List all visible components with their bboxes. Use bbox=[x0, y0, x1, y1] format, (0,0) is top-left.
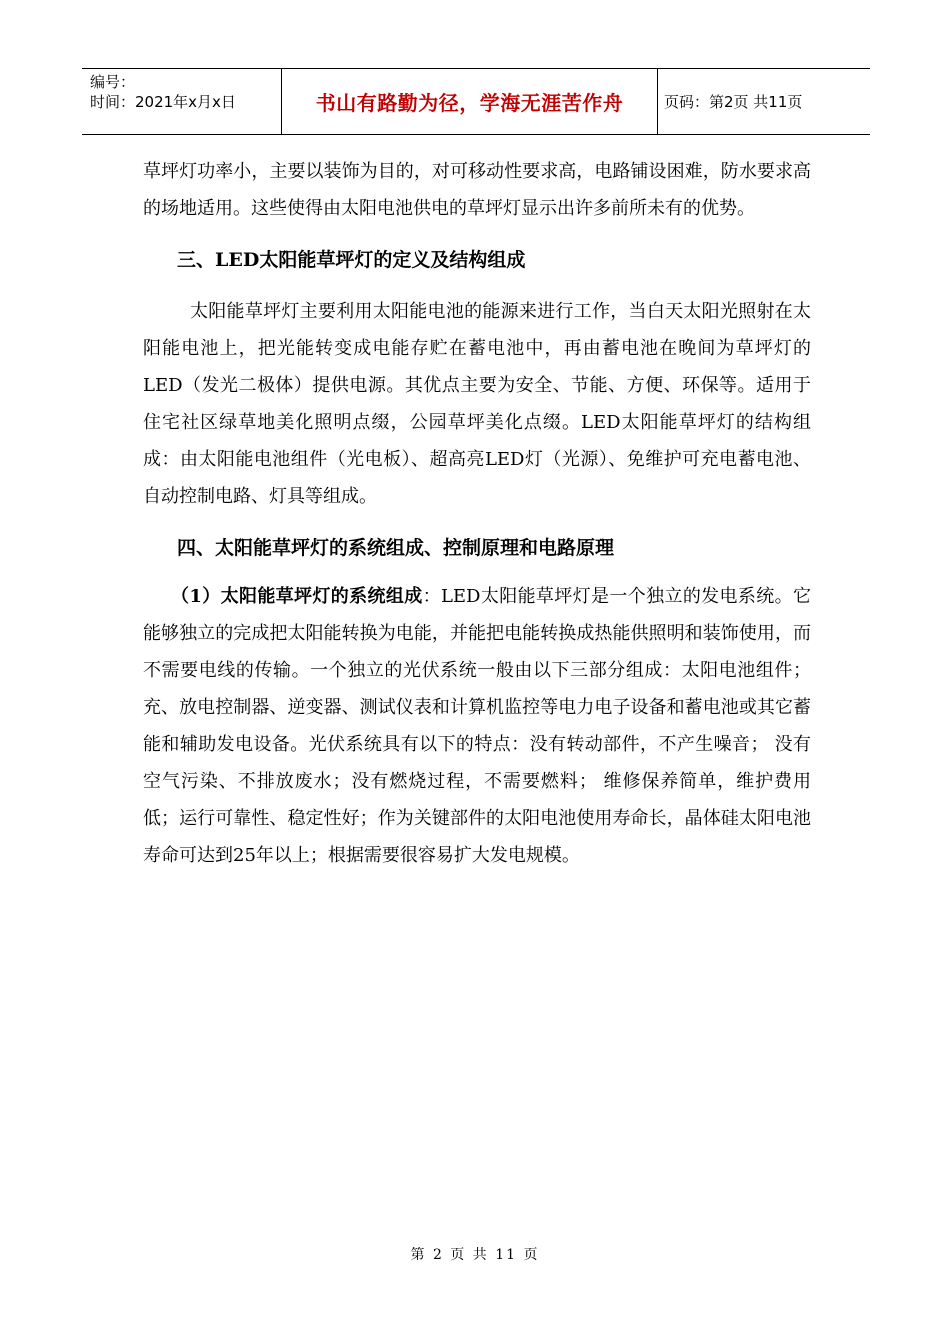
header-meta-cell bbox=[82, 69, 282, 134]
header-table bbox=[82, 68, 870, 135]
doc-number-label: 编号： bbox=[90, 73, 136, 91]
section-heading-4: 四、太阳能草坪灯的系统组成、控制原理和电路原理 bbox=[177, 537, 615, 559]
document-body bbox=[143, 153, 811, 874]
paragraph-3-lead: （1）太阳能草坪灯的系统组成 bbox=[171, 586, 423, 607]
header-motto: 书山有路勤为径，学海无涯苦作舟 bbox=[282, 69, 658, 134]
paragraph-2: 太阳能草坪灯主要利用太阳能电池的能源来进行工作，当白天太阳光照射在太阳能电池上，把光能转变成电能存贮在蓄电池中，再由蓄电池在晚间为草坪灯的LED（发光二极体）提供电源。其优点主要为安全、节能、方便、环保等。适用于住宅社区绿草地美化照明点缀，公园草坪美化点缀。LED太阳能草坪灯的结构组成：由太阳能电池组件（光电板）、超高亮LED灯（光源）、免维护可充电蓄电池、自动控制电路、灯具等组成。 bbox=[143, 301, 811, 507]
page-footer: 第 2 页 共 11 页 bbox=[410, 1247, 540, 1263]
section-heading-3: 三、LED太阳能草坪灯的定义及结构组成 bbox=[177, 249, 526, 271]
paragraph-3-body: ：LED太阳能草坪灯是一个独立的发电系统。它能够独立的完成把太阳能转换为电能，并能把电能转换成热能供照明和装饰使用，而不需要电线的传输。一个独立的光伏系统一般由以下三部分组成：太阳电池组件；充、放电控制器、逆变器、测试仪表和计算机监控等电力电子设备和蓄电池或其它蓄能和辅助发电设备。光伏系统具有以下的特点：没有转动部件，不产生噪音； 没有空气污染、不排放废水；没有燃烧过程，不需要燃料； 维修保养简单，维护费用低；运行可靠性、稳定性好；作为关键部件的太阳电池使用寿命长，晶体硅太阳电池寿命可达到25年以上；根据需要很容易扩大发电规模。 bbox=[143, 586, 811, 866]
paragraph-3 bbox=[143, 578, 811, 874]
doc-date-label: 时间：2021年x月x日 bbox=[90, 93, 236, 111]
header-page-info: 页码：第2页 共11页 bbox=[664, 93, 803, 111]
paragraph-1: 草坪灯功率小，主要以装饰为目的，对可移动性要求高，电路铺设困难，防水要求高的场地适用。这些使得由太阳电池供电的草坪灯显示出许多前所未有的优势。 bbox=[143, 161, 811, 219]
